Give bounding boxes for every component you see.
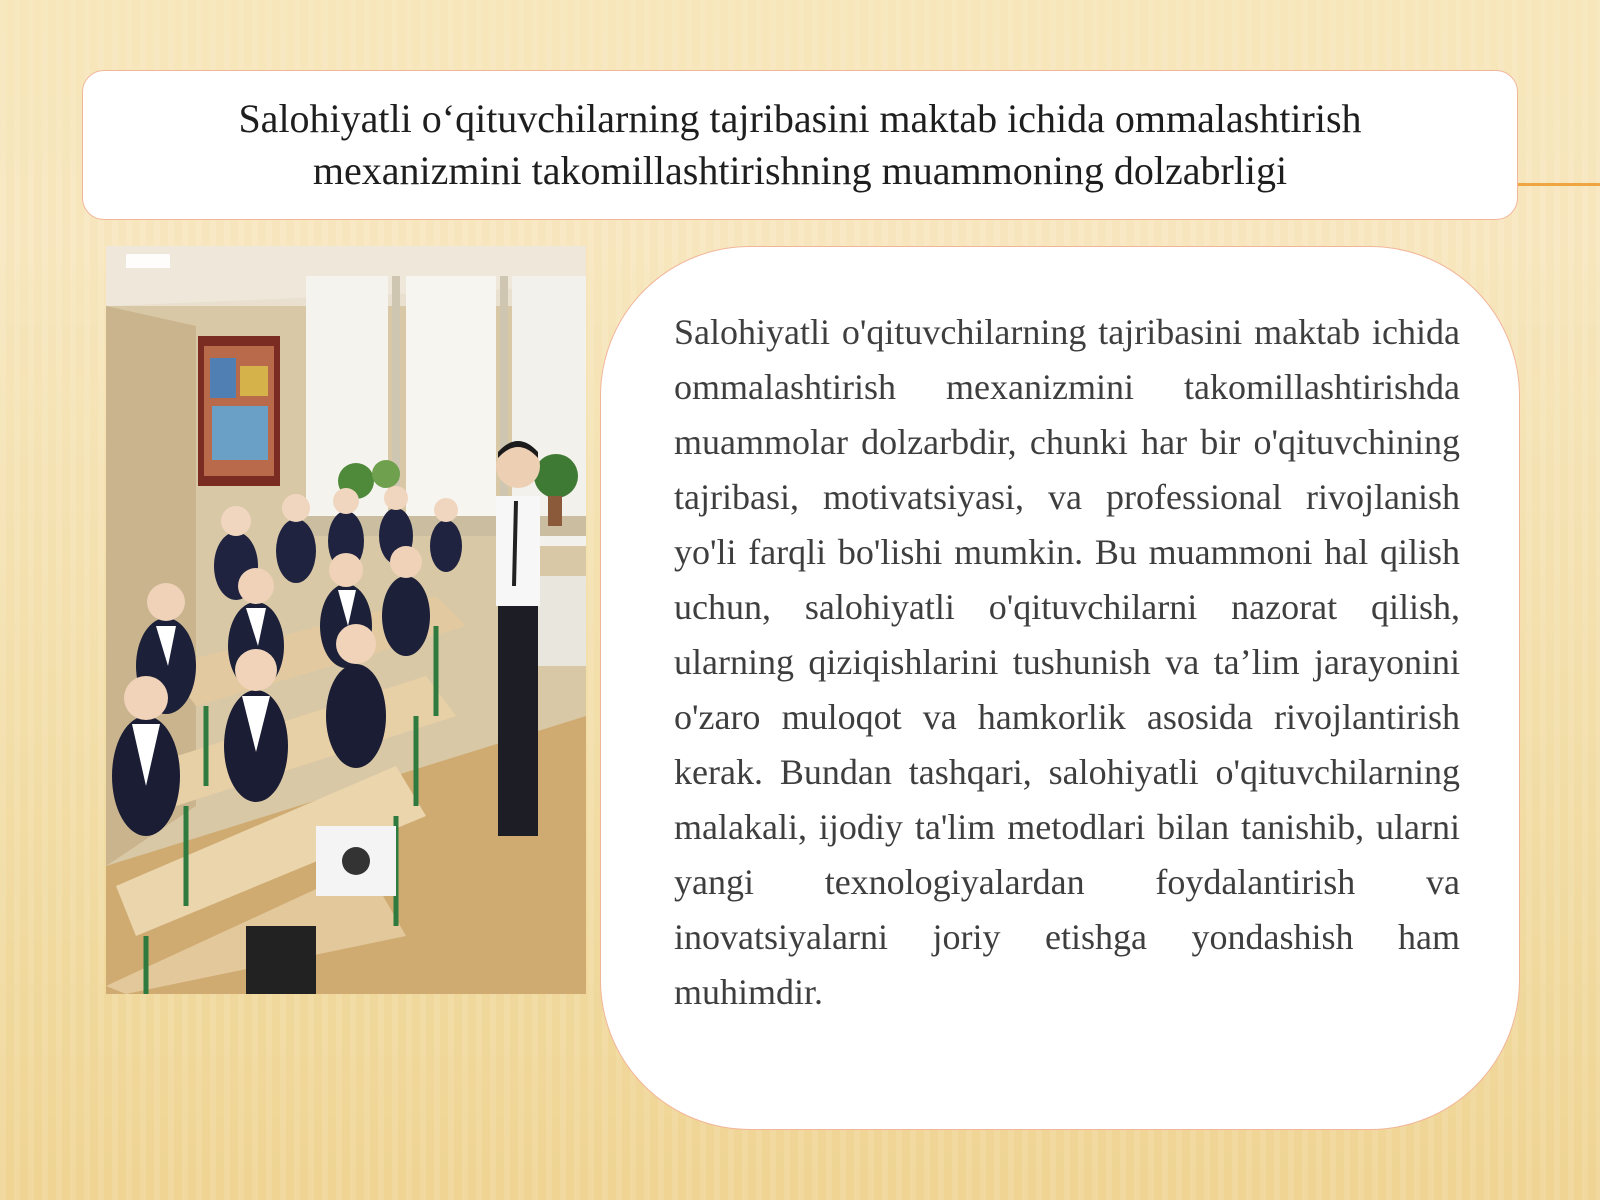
- slide-title-line-2: mexanizmini takomillashtirishning muammoning dolzabrligi: [312, 148, 1288, 193]
- body-text: Salohiyatli o'qituvchilarning tajribasini maktab ichida ommalashtirish mexanizmini takomillashtirishda muammolar dolzarbdir, chunki har bir o'qituvchining tajribasi, motivatsiyasi, va professional rivojlanish yo'li farqli bo'lishi mumkin. Bu muammoni hal qilish uchun, salohiyatli o'qituvchilarni nazorat qilish, ularning qiziqishlarini tushunish va ta’lim jarayonini o'zaro muloqot va hamkorlik asosida rivojlantirish kerak. Bundan tashqari, salohiyatli o'qituvchilarning malakali, ijodiy ta'lim metodlari bilan tanishib, ularni yangi texnologiyalardan foydalantirish va inovatsiyalarni joriy etishga yondashish ham muhimdir.: [674, 312, 1460, 1012]
- classroom-photo: [106, 246, 586, 994]
- slide-title-line-1: Salohiyatli o‘qituvchilarning tajribasini maktab ichida ommalashtirish: [238, 96, 1362, 141]
- accent-line: [1518, 183, 1600, 186]
- title-box: [82, 70, 1518, 220]
